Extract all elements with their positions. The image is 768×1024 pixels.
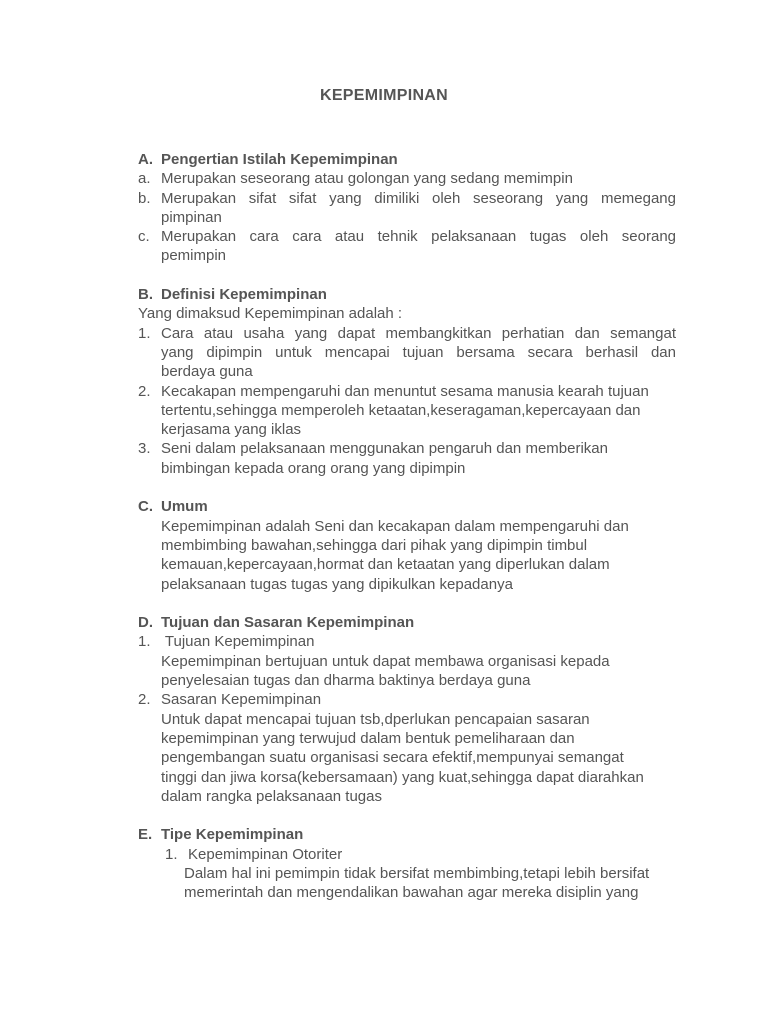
list-text: bimbingan kepada orang orang yang dipimpin	[161, 459, 466, 477]
list-text: yang dipimpin untuk mencapai tujuan bersama secara berhasil dan	[161, 343, 676, 361]
list-continuation	[138, 710, 676, 729]
list-text: Dalam hal ini pemimpin tidak bersifat membimbing,tetapi lebih bersifat	[184, 864, 650, 882]
list-title: Kepemimpinan Otoriter	[188, 845, 343, 863]
document-body	[138, 150, 676, 903]
list-marker: 1.	[138, 324, 151, 342]
section-heading: Umum	[161, 498, 208, 516]
section-intro	[138, 304, 676, 323]
list-text: dalam rangka pelaksanaan tugas	[161, 787, 382, 805]
list-item	[138, 845, 676, 864]
list-item	[138, 439, 676, 458]
list-continuation	[138, 787, 676, 806]
section-heading: Tujuan dan Sasaran Kepemimpinan	[161, 614, 415, 632]
intro-text: Yang dimaksud Kepemimpinan adalah :	[138, 305, 403, 323]
section-marker: D.	[138, 614, 153, 632]
section-marker: E.	[138, 826, 153, 844]
list-continuation	[138, 864, 676, 883]
list-continuation	[138, 883, 676, 902]
list-item	[138, 324, 676, 343]
section-marker: A.	[138, 151, 153, 168]
section-heading: Tipe Kepemimpinan	[161, 826, 304, 844]
list-marker: c.	[138, 228, 150, 246]
list-continuation	[138, 652, 676, 671]
list-continuation	[138, 729, 676, 748]
list-marker: 2.	[138, 691, 151, 709]
page-title: KEPEMIMPINAN	[319, 87, 449, 104]
paragraph-line	[138, 575, 676, 594]
section-heading: Pengertian Istilah Kepemimpinan	[161, 151, 398, 168]
list-marker: 1.	[138, 633, 151, 651]
list-continuation	[138, 671, 676, 690]
section-e-heading	[138, 825, 676, 844]
list-text: berdaya guna	[161, 363, 253, 381]
list-marker: a.	[138, 170, 151, 188]
paragraph-line	[138, 517, 676, 536]
list-item	[138, 189, 676, 208]
paragraph-line	[138, 555, 676, 574]
list-text: pemimpin	[161, 247, 227, 265]
section-heading: Definisi Kepemimpinan	[161, 286, 327, 304]
paragraph-line	[138, 536, 676, 555]
list-text: tertentu,sehingga memperoleh ketaatan,keseragaman,kepercayaan dan	[161, 401, 641, 419]
section-b-heading	[138, 285, 676, 304]
list-continuation	[138, 362, 676, 381]
list-continuation	[138, 459, 676, 478]
list-text: Merupakan cara cara atau tehnik pelaksanaan tugas oleh seorang	[161, 228, 676, 246]
list-text: memerintah dan mengendalikan bawahan agar mereka disiplin yang	[184, 884, 639, 902]
list-text: pimpinan	[161, 208, 222, 226]
list-marker: 1.	[165, 845, 178, 863]
list-item	[138, 632, 676, 651]
paragraph-text: membimbing bawahan,sehingga dari pihak yang dipimpin timbul	[161, 536, 588, 554]
section-a-heading	[138, 150, 676, 169]
list-continuation	[138, 401, 676, 420]
list-text: pengembangan suatu organisasi secara efektif,mempunyai semangat	[161, 749, 624, 767]
list-marker: 2.	[138, 382, 151, 400]
list-continuation	[138, 748, 676, 767]
list-title: Sasaran Kepemimpinan	[161, 691, 322, 709]
list-item	[138, 227, 676, 246]
list-continuation	[138, 208, 676, 227]
list-text: kerjasama yang iklas	[161, 421, 302, 439]
paragraph-text: Kepemimpinan adalah Seni dan kecakapan dalam mempengaruhi dan	[161, 517, 629, 535]
section-marker: C.	[138, 498, 153, 516]
section-c-heading	[138, 497, 676, 516]
list-continuation	[138, 246, 676, 265]
list-text: Merupakan sifat sifat yang dimiliki oleh seseorang yang memegang	[161, 189, 676, 207]
list-text: penyelesaian tugas dan dharma baktinya berdaya guna	[161, 672, 531, 690]
paragraph-text: kemauan,kepercayaan,hormat dan ketaatan yang diperlukan dalam	[161, 556, 610, 574]
list-text: Untuk dapat mencapai tujuan tsb,dperlukan pencapaian sasaran	[161, 710, 590, 728]
list-item	[138, 690, 676, 709]
section-d-heading	[138, 613, 676, 632]
list-marker: b.	[138, 189, 151, 207]
list-text: Kecakapan mempengaruhi dan menuntut sesama manusia kearah tujuan	[161, 382, 649, 400]
list-item	[138, 382, 676, 401]
list-continuation	[138, 343, 676, 362]
list-text: Merupakan seseorang atau golongan yang sedang memimpin	[161, 170, 573, 188]
list-continuation	[138, 768, 676, 787]
list-item	[138, 169, 676, 188]
list-text: kepemimpinan yang terwujud dalam bentuk pemeliharaan dan	[161, 729, 575, 747]
list-marker: 3.	[138, 440, 151, 458]
list-text: Kepemimpinan bertujuan untuk dapat membawa organisasi kepada	[161, 652, 610, 670]
list-text: Seni dalam pelaksanaan menggunakan pengaruh dan memberikan	[161, 440, 608, 458]
list-text: Cara atau usaha yang dapat membangkitkan perhatian dan semangat	[161, 324, 676, 342]
list-text: tinggi dan jiwa korsa(kebersamaan) yang kuat,sehingga dapat diarahkan	[161, 768, 644, 786]
list-title: Tujuan Kepemimpinan	[161, 633, 315, 651]
section-marker: B.	[138, 286, 153, 304]
list-continuation	[138, 420, 676, 439]
paragraph-text: pelaksanaan tugas tugas yang dipikulkan kepadanya	[161, 575, 513, 593]
